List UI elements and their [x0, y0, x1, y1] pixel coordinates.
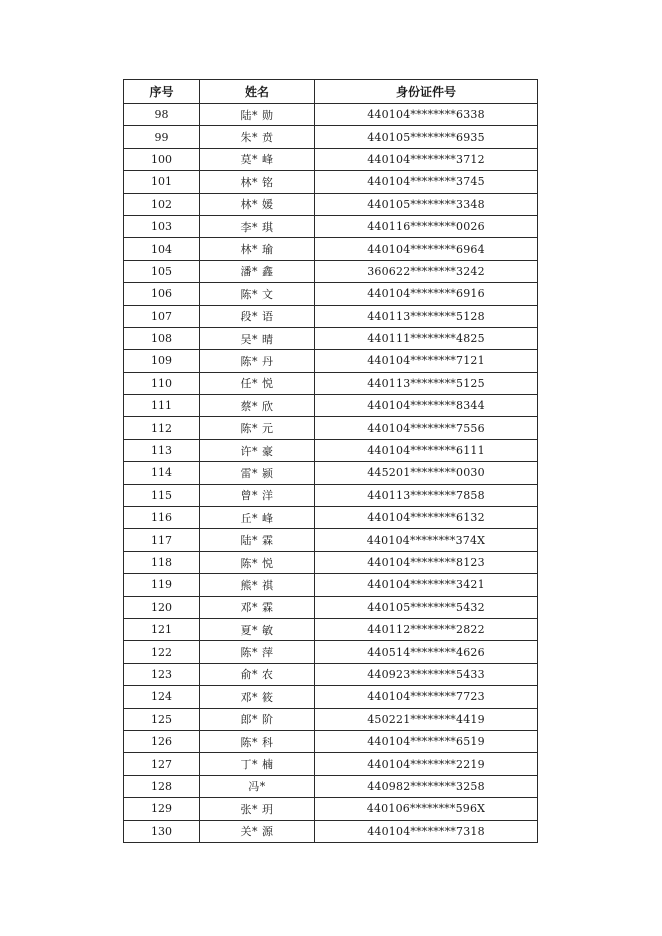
- seq-cell: 108: [124, 327, 200, 349]
- id-number-cell: 440104********3745: [315, 171, 538, 193]
- table-row: [124, 686, 538, 708]
- table-row: [124, 417, 538, 439]
- seq-cell: 126: [124, 730, 200, 752]
- id-number-cell: 440113********5125: [315, 372, 538, 394]
- seq-cell: 121: [124, 618, 200, 640]
- table-row: [124, 798, 538, 820]
- id-number-cell: 440104********7723: [315, 686, 538, 708]
- table-row: [124, 372, 538, 394]
- seq-cell: 110: [124, 372, 200, 394]
- name-cell: 陆* 霖: [200, 529, 315, 551]
- id-number-cell: 440111********4825: [315, 327, 538, 349]
- table-row: [124, 484, 538, 506]
- name-cell: 潘* 鑫: [200, 260, 315, 282]
- seq-cell: 98: [124, 104, 200, 126]
- name-cell: 曾* 洋: [200, 484, 315, 506]
- seq-cell: 102: [124, 193, 200, 215]
- id-number-cell: 440104********3712: [315, 148, 538, 170]
- seq-cell: 100: [124, 148, 200, 170]
- seq-cell: 99: [124, 126, 200, 148]
- name-cell: 陈* 丹: [200, 350, 315, 372]
- table-row: [124, 641, 538, 663]
- name-cell: 朱* 贲: [200, 126, 315, 148]
- name-cell: 蔡* 欣: [200, 395, 315, 417]
- table-row: [124, 126, 538, 148]
- id-number-cell: 440112********2822: [315, 618, 538, 640]
- name-cell: 夏* 敏: [200, 618, 315, 640]
- seq-cell: 114: [124, 462, 200, 484]
- id-number-cell: 440104********6111: [315, 439, 538, 461]
- name-cell: 许* 豪: [200, 439, 315, 461]
- name-cell: 林* 媛: [200, 193, 315, 215]
- seq-cell: 119: [124, 574, 200, 596]
- id-number-cell: 360622********3242: [315, 260, 538, 282]
- name-cell: 任* 悦: [200, 372, 315, 394]
- name-cell: 陈* 悦: [200, 551, 315, 573]
- seq-cell: 116: [124, 507, 200, 529]
- name-cell: 吴* 晴: [200, 327, 315, 349]
- id-number-cell: 440113********5128: [315, 305, 538, 327]
- id-number-cell: 440104********6338: [315, 104, 538, 126]
- id-number-cell: 440104********3421: [315, 574, 538, 596]
- id-number-cell: 440514********4626: [315, 641, 538, 663]
- id-number-cell: 440104********374X: [315, 529, 538, 551]
- name-cell: 邓* 筱: [200, 686, 315, 708]
- seq-cell: 101: [124, 171, 200, 193]
- id-number-cell: 440104********6519: [315, 730, 538, 752]
- seq-cell: 113: [124, 439, 200, 461]
- table-row: [124, 529, 538, 551]
- name-cell: 陈* 萍: [200, 641, 315, 663]
- name-cell: 莫* 峰: [200, 148, 315, 170]
- name-cell: 林* 铭: [200, 171, 315, 193]
- table-row: [124, 753, 538, 775]
- seq-cell: 112: [124, 417, 200, 439]
- seq-cell: 106: [124, 283, 200, 305]
- table-row: [124, 775, 538, 797]
- table-body: [124, 104, 538, 843]
- header-id-number: 身份证件号: [315, 80, 538, 104]
- seq-cell: 124: [124, 686, 200, 708]
- table-row: [124, 238, 538, 260]
- seq-cell: 127: [124, 753, 200, 775]
- table-row: [124, 551, 538, 573]
- header-row: [124, 80, 538, 104]
- name-cell: 邓* 霖: [200, 596, 315, 618]
- seq-cell: 104: [124, 238, 200, 260]
- name-cell: 丘* 峰: [200, 507, 315, 529]
- table-row: [124, 350, 538, 372]
- name-cell: 林* 瑜: [200, 238, 315, 260]
- seq-cell: 109: [124, 350, 200, 372]
- name-cell: 丁* 楠: [200, 753, 315, 775]
- id-number-cell: 440105********5432: [315, 596, 538, 618]
- seq-cell: 125: [124, 708, 200, 730]
- seq-cell: 129: [124, 798, 200, 820]
- table-row: [124, 215, 538, 237]
- id-number-cell: 440982********3258: [315, 775, 538, 797]
- table-row: [124, 596, 538, 618]
- name-cell: 段* 语: [200, 305, 315, 327]
- seq-cell: 118: [124, 551, 200, 573]
- id-number-cell: 440105********3348: [315, 193, 538, 215]
- table-row: [124, 260, 538, 282]
- id-number-cell: 440923********5433: [315, 663, 538, 685]
- table-row: [124, 171, 538, 193]
- id-number-cell: 440104********6916: [315, 283, 538, 305]
- id-number-cell: 440104********7121: [315, 350, 538, 372]
- table-row: [124, 507, 538, 529]
- name-cell: 张* 玥: [200, 798, 315, 820]
- id-number-cell: 440104********6964: [315, 238, 538, 260]
- id-number-cell: 440104********2219: [315, 753, 538, 775]
- roster-table: [123, 79, 538, 843]
- id-number-cell: 440104********7318: [315, 820, 538, 842]
- table-header: [124, 80, 538, 104]
- name-cell: 雷* 颍: [200, 462, 315, 484]
- id-number-cell: 440104********8123: [315, 551, 538, 573]
- seq-cell: 120: [124, 596, 200, 618]
- name-cell: 关* 源: [200, 820, 315, 842]
- seq-cell: 130: [124, 820, 200, 842]
- seq-cell: 115: [124, 484, 200, 506]
- name-cell: 陆* 勋: [200, 104, 315, 126]
- seq-cell: 122: [124, 641, 200, 663]
- seq-cell: 107: [124, 305, 200, 327]
- name-cell: 陈* 科: [200, 730, 315, 752]
- seq-cell: 105: [124, 260, 200, 282]
- id-number-cell: 440104********7556: [315, 417, 538, 439]
- table-row: [124, 462, 538, 484]
- name-cell: 熊* 祺: [200, 574, 315, 596]
- name-cell: 俞* 农: [200, 663, 315, 685]
- table-row: [124, 283, 538, 305]
- name-cell: 冯*: [200, 775, 315, 797]
- id-number-cell: 440104********8344: [315, 395, 538, 417]
- seq-cell: 103: [124, 215, 200, 237]
- name-cell: 郎* 阶: [200, 708, 315, 730]
- id-number-cell: 440105********6935: [315, 126, 538, 148]
- name-cell: 陈* 元: [200, 417, 315, 439]
- id-number-cell: 440106********596X: [315, 798, 538, 820]
- header-name: 姓名: [200, 80, 315, 104]
- table-row: [124, 305, 538, 327]
- table-row: [124, 708, 538, 730]
- table-row: [124, 663, 538, 685]
- seq-cell: 111: [124, 395, 200, 417]
- table-row: [124, 148, 538, 170]
- table-row: [124, 104, 538, 126]
- table-row: [124, 327, 538, 349]
- seq-cell: 123: [124, 663, 200, 685]
- id-number-cell: 440116********0026: [315, 215, 538, 237]
- seq-cell: 117: [124, 529, 200, 551]
- name-cell: 陈* 文: [200, 283, 315, 305]
- table-row: [124, 730, 538, 752]
- table-row: [124, 618, 538, 640]
- table-row: [124, 193, 538, 215]
- table-row: [124, 574, 538, 596]
- seq-cell: 128: [124, 775, 200, 797]
- table-row: [124, 820, 538, 842]
- id-number-cell: 440113********7858: [315, 484, 538, 506]
- table-row: [124, 395, 538, 417]
- id-number-cell: 450221********4419: [315, 708, 538, 730]
- header-seq: 序号: [124, 80, 200, 104]
- id-number-cell: 440104********6132: [315, 507, 538, 529]
- id-number-cell: 445201********0030: [315, 462, 538, 484]
- table-row: [124, 439, 538, 461]
- name-cell: 李* 琪: [200, 215, 315, 237]
